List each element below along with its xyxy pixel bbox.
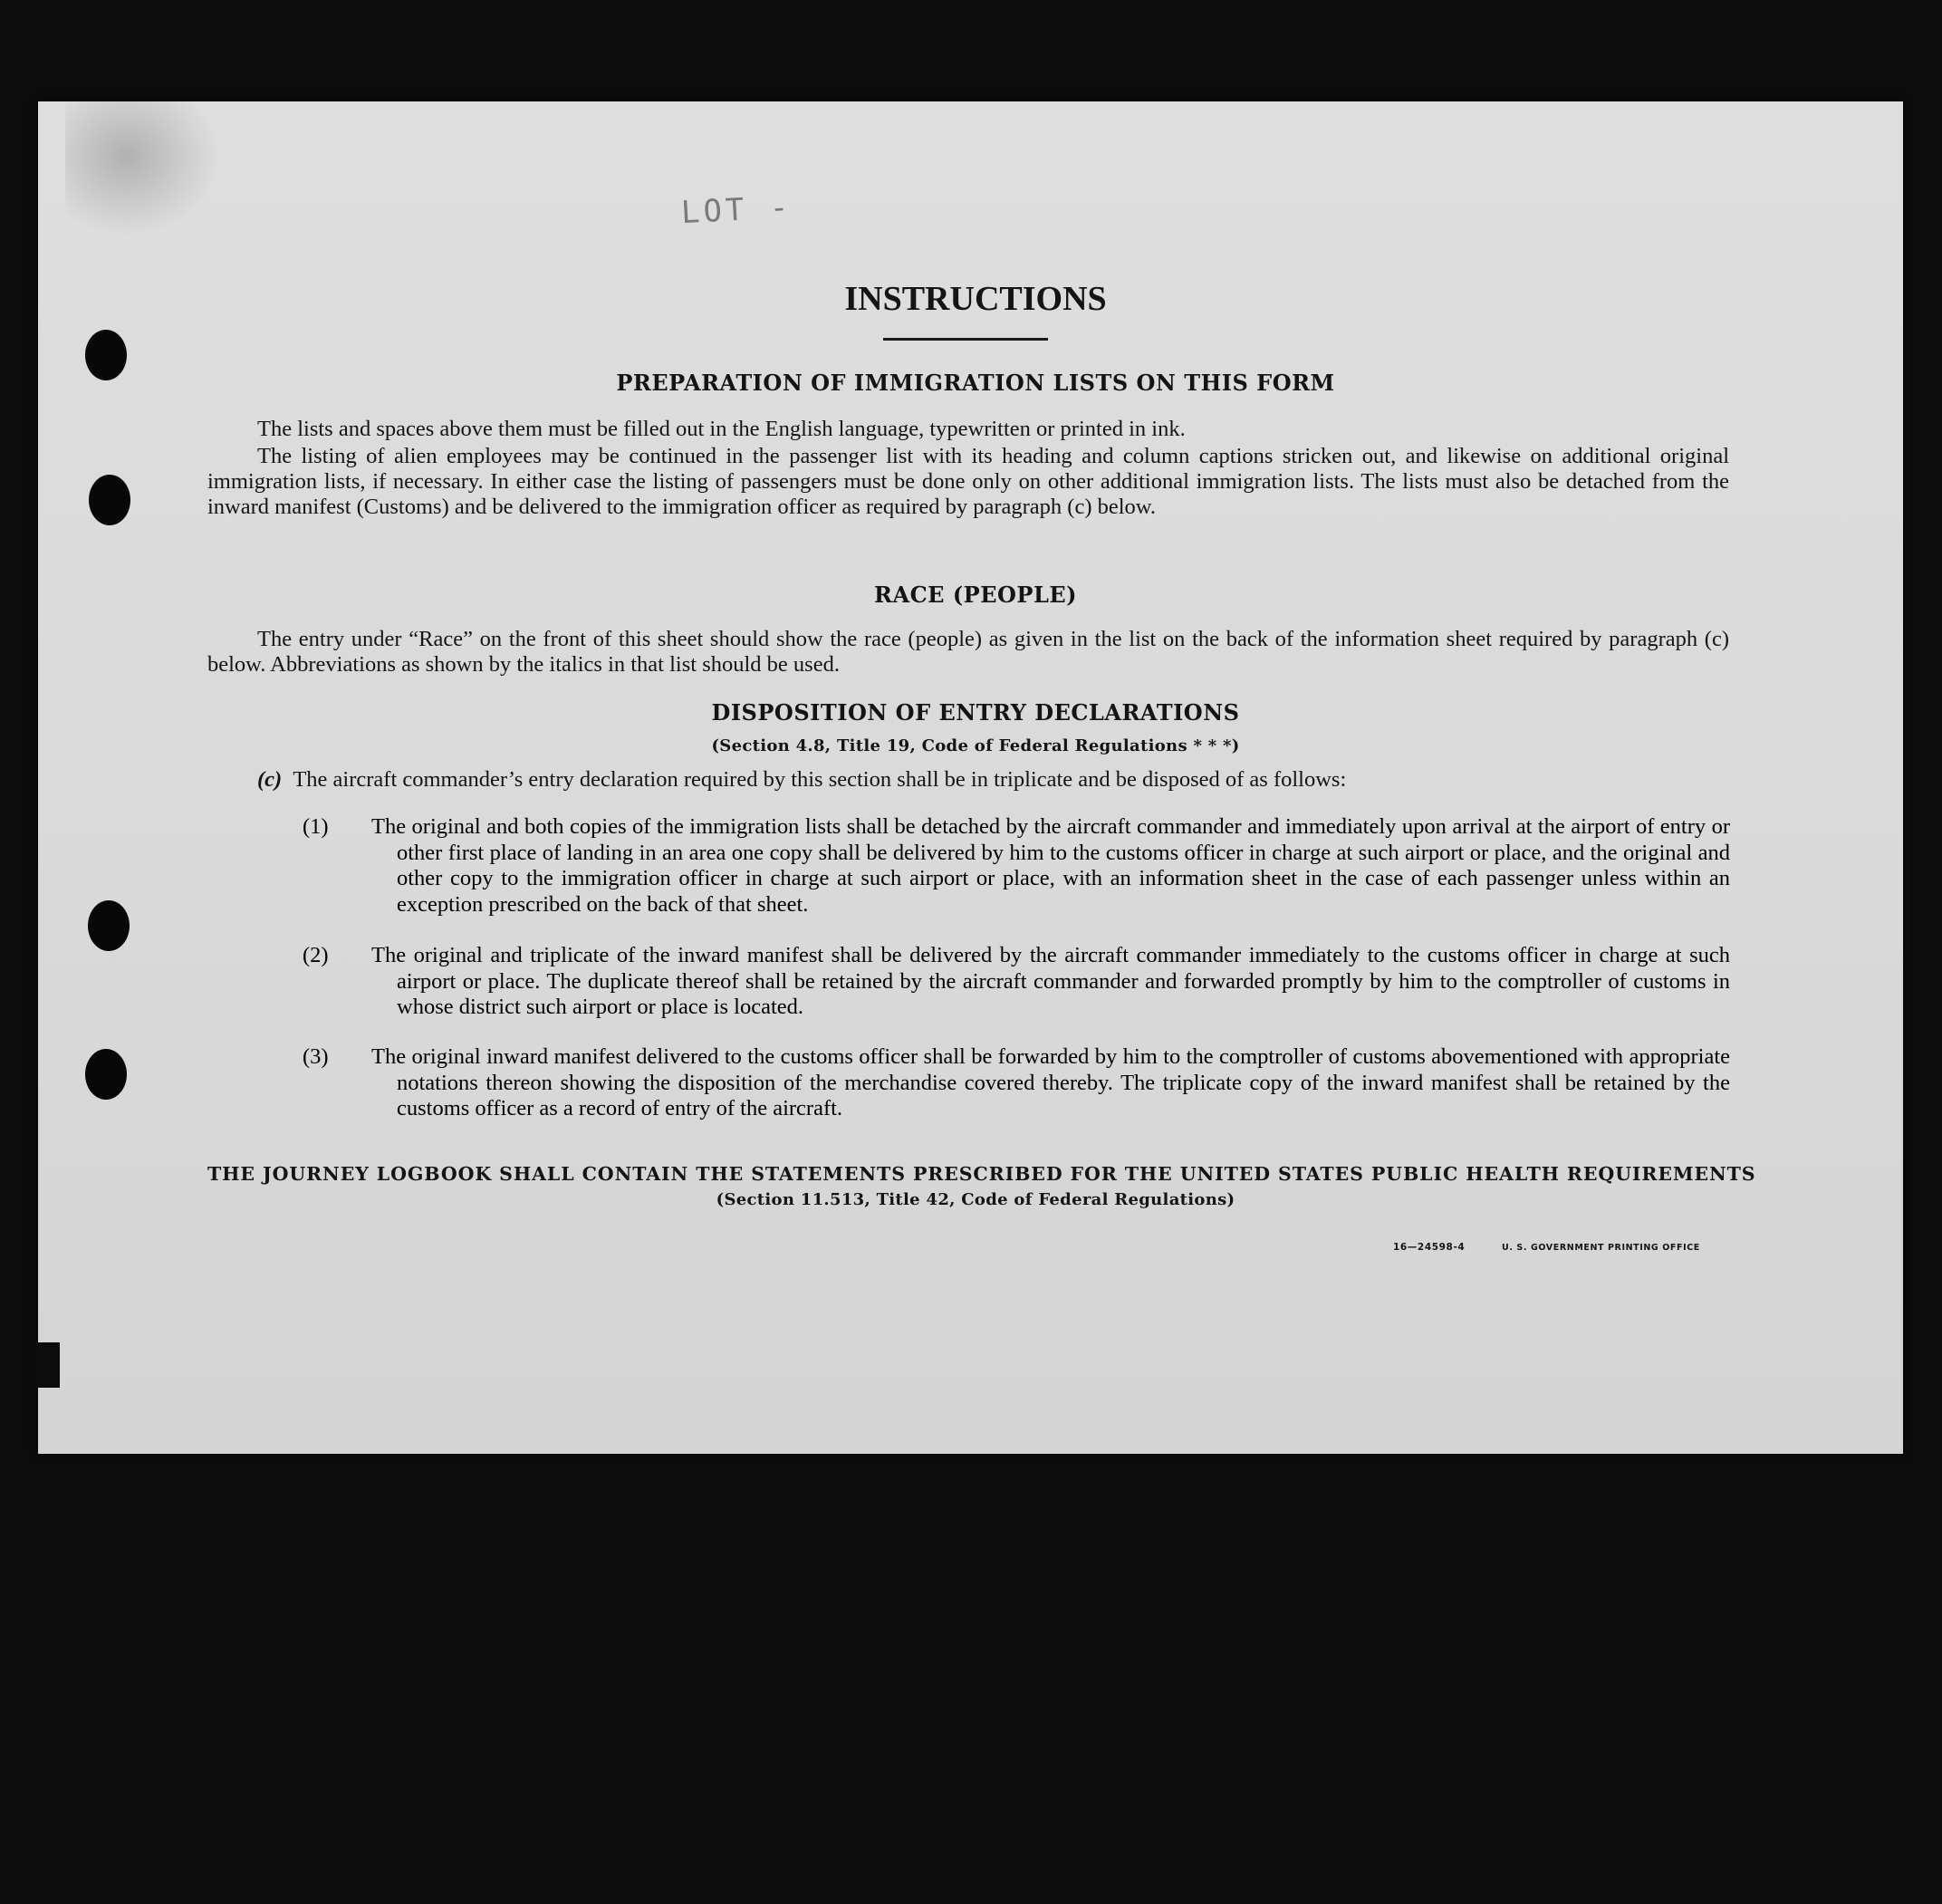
section-heading-disposition: DISPOSITION OF ENTRY DECLARATIONS [711,699,1240,726]
printer-imprint: U. S. GOVERNMENT PRINTING OFFICE [1502,1243,1700,1253]
item-text [371,943,1730,1021]
scan-smudge [65,101,219,237]
logbook-statement: THE JOURNEY LOGBOOK SHALL CONTAIN THE STATEMENTS PRESCRIBED FOR THE UNITED STATES PUBLIC HEALTH REQUIREMENTS [207,1163,1756,1185]
torn-corner [33,1342,60,1388]
item-text-body: The original inward manifest delivered to the customs officer shall be forwarded by him to the comptroller of customs abovementioned with appropriate notations thereon showing the disposition of the merchandise covered thereby. The triplicate copy of the inward manifest shall be retained by the customs officer as a record of entry of the aircraft. [371,1044,1730,1120]
punch-hole [89,475,130,525]
preparation-paragraph-1: The lists and spaces above them must be filled out in the English language, typewritten or printed in ink. [257,417,1186,441]
form-number: 16—24598-4 [1393,1242,1466,1253]
title-underline [883,338,1048,341]
logbook-citation: (Section 11.513, Title 42, Code of Federal Regulations) [716,1190,1235,1209]
item-text [371,814,1730,918]
page-title: INSTRUCTIONS [844,280,1107,318]
item-text-body: The original and both copies of the immigration lists shall be detached by the aircraft commander and immediately upon arrival at the airport of entry or other first place of landing in an area one copy shall be delivered by him to the customs officer in charge at such airport or place, and the original and other copy to the immigration officer in charge at such airport or place, with an information sheet in the case of each passenger unless within an exception prescribed on the back of that sheet. [371,814,1730,917]
form-sheet [38,101,1903,1454]
race-text [207,627,1729,678]
punch-hole [85,1049,127,1100]
section-heading-race: RACE (PEOPLE) [874,582,1077,608]
item-number: (1) [303,814,329,839]
disposition-citation: (Section 4.8, Title 19, Code of Federal Regulations * * *) [711,736,1240,755]
item-number: (2) [303,943,329,967]
item-text [371,1044,1730,1122]
item-number: (3) [303,1044,329,1069]
preparation-text [207,417,1729,520]
punch-hole [88,900,130,951]
section-heading-preparation: PREPARATION OF IMMIGRATION LISTS ON THIS FORM [616,370,1335,396]
item-text-body: The original and triplicate of the inward manifest shall be delivered by the aircraft commander immediately to the customs officer in charge at such airport or place. The duplicate thereof shall be retained by the aircraft commander and forwarded promptly by him to the comptroller of customs in whose district such airport or place is located. [371,943,1730,1019]
race-paragraph: The entry under “Race” on the front of this sheet should show the race (people) as given in the list on the back of the information sheet required by paragraph (c) below. Abbreviations as shown by the italics in that list should be used. [207,627,1729,677]
disposition-intro [257,767,1706,793]
intro-text: The aircraft commander’s entry declaration required by this section shall be in triplicate and be disposed of as follows: [293,767,1347,792]
intro-marker: (c) [257,767,283,792]
punch-hole [85,330,127,380]
handwritten-note: LOT - [680,188,793,232]
preparation-paragraph-2: The listing of alien employees may be continued in the passenger list with its heading and column captions stricken out, and likewise on additional original immigration lists, if necessary. In either case the listing of passengers must be done only on other additional immigration lists. The lists must also be detached from the inward manifest (Customs) and be delivered to the immigration officer as required by paragraph (c) below. [207,444,1729,519]
